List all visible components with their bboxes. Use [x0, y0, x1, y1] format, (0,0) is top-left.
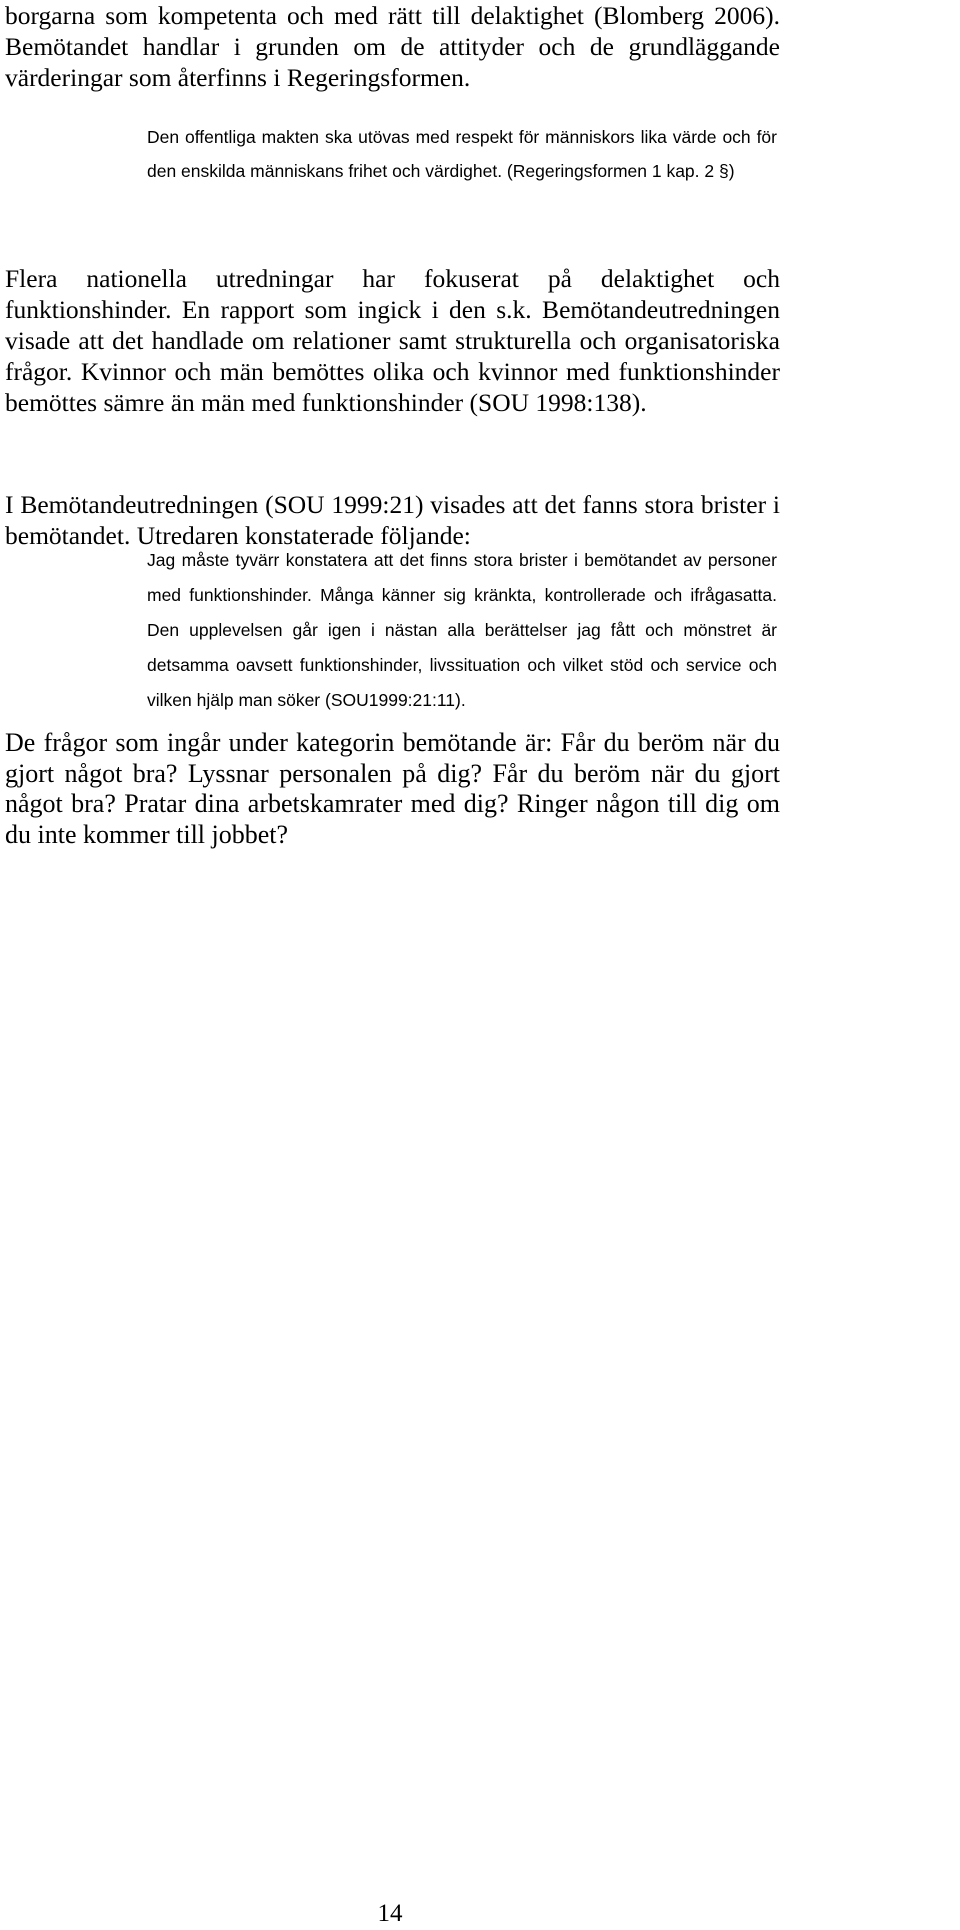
block-quote: Den offentliga makten ska utövas med respekt för människors lika värde och för den enskilda människans frihet och värdighet. (Regeringsformen 1 kap. 2 §)	[147, 127, 777, 181]
body-paragraph: Flera nationella utredningar har fokuserat på delaktighet och funktionshinder. En rapport som ingick i den s.k. Bemötandeutredningen visade att det handlade om relationer samt strukturella och organisatoriska frågor. Kvinnor och män bemöttes olika och kvinnor med funktionshinder bemöttes sämre än män med funktionshinder (SOU 1998:138).	[5, 264, 780, 417]
block-quote: Jag måste tyvärr konstatera att det finns stora brister i bemötandet av personer med funktionshinder. Många känner sig kränkta, kontrollerade och ifrågasatta. Den upplevelsen går igen i nästan alla berättelser jag fått och mönstret är detsamma oavsett funktionshinder, livssituation och vilket stöd och service och vilken hjälp man söker (SOU1999:21:11).	[147, 550, 777, 710]
page-number: 14	[377, 1900, 403, 1927]
body-paragraph: borgarna som kompetenta och med rätt till delaktighet (Blomberg 2006). Bemötandet handlar i grunden om de attityder och de grundläggande värderingar som återfinns i Regeringsformen.	[5, 1, 780, 92]
body-paragraph: I Bemötandeutredningen (SOU 1999:21) visades att det fanns stora brister i bemötandet. Utredaren konstaterade följande:	[5, 490, 780, 550]
body-paragraph: De frågor som ingår under kategorin bemötande är: Får du beröm när du gjort något bra? Lyssnar personalen på dig? Får du beröm när du gjort något bra? Pratar dina arbetskamrater med dig? Ringer någon till dig om du inte kommer till jobbet?	[5, 728, 780, 849]
